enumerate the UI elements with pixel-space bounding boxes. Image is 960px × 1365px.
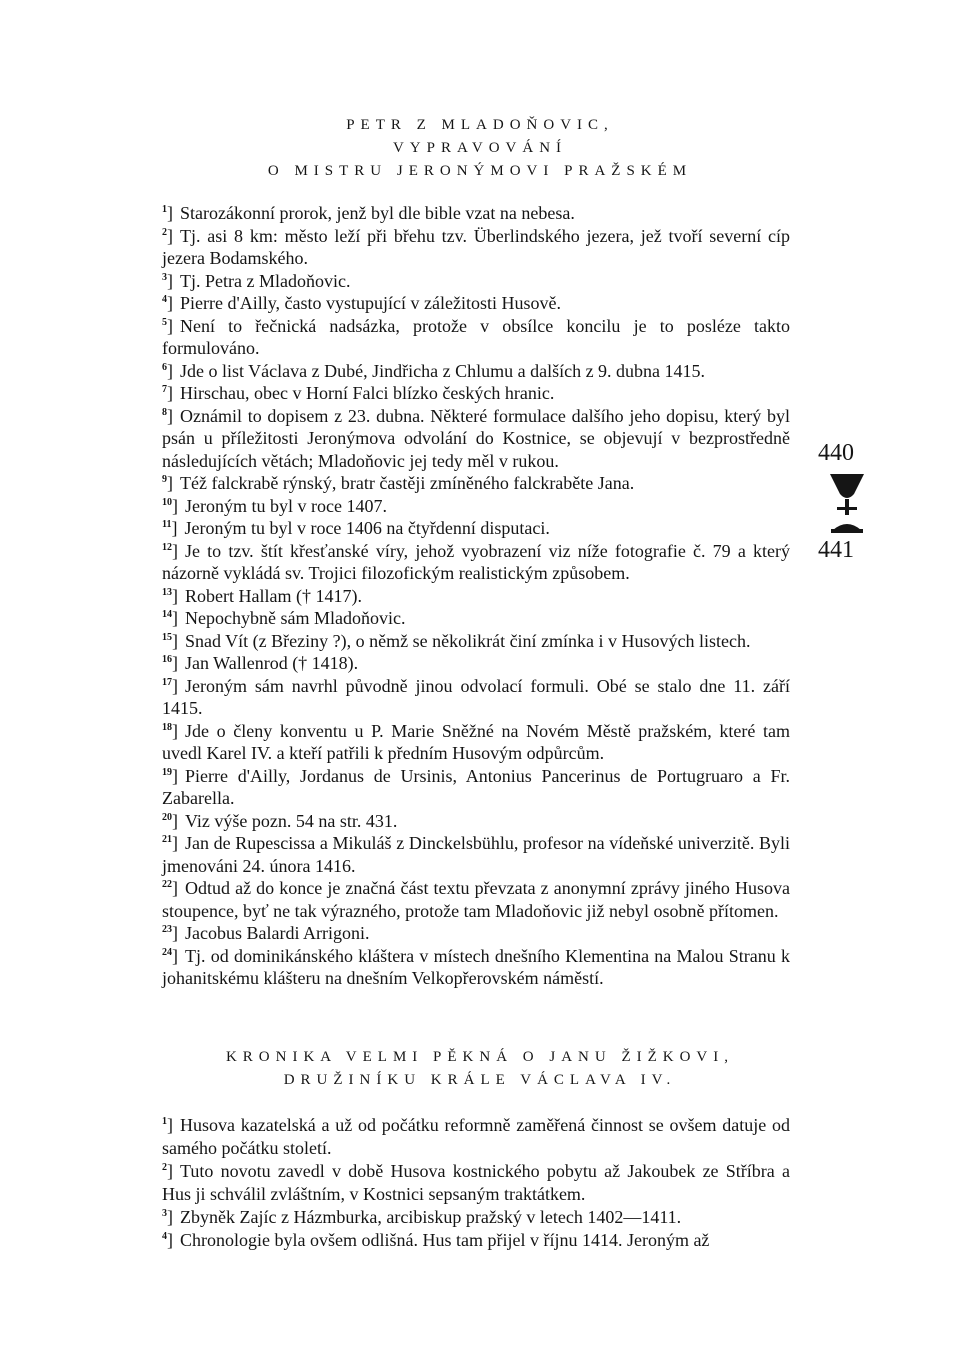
- footnote-text: Hirschau, obec v Horní Falci blízko českých hranic.: [180, 383, 555, 403]
- heading-line: O MISTRU JERONÝMOVI PRAŽSKÉM: [267, 163, 693, 179]
- footnote-number: 23: [162, 924, 172, 935]
- footnote-bracket: ]: [172, 720, 178, 741]
- footnote-number: 13: [162, 586, 172, 598]
- heading-line: DRUŽINÍKU KRÁLE VÁCLAVA IV.: [283, 1072, 677, 1088]
- chalice-icon: [827, 472, 867, 534]
- footnote-text: Jan de Rupescissa a Mikuláš z Dinckelsbühlu, profesor na vídeňské univerzitě. Byli jmenováni 24. února 1416.: [162, 833, 790, 876]
- footnote: [162, 225, 790, 270]
- footnote-text: Tuto novotu zavedl v době Husova kostnického pobytu až Jakoubek ze Stříbra a Hus ji schválil zvláštním, v Kostnici sepsaným traktátkem.: [162, 1161, 790, 1204]
- footnote-number: 5: [162, 316, 167, 328]
- footnote-text: Též falckrabě rýnský, bratr častěji zmíněného falckraběte Jana.: [180, 473, 635, 493]
- heading-line: PETR Z MLADOŇOVIC,: [346, 117, 614, 133]
- footnote-text: Starozákonní prorok, jenž byl dle bible vzat na nebesa.: [180, 203, 575, 223]
- footnote-bracket: ]: [167, 405, 173, 426]
- footnote: [162, 1229, 790, 1252]
- footnote: [162, 1206, 790, 1229]
- footnote-bracket: ]: [167, 383, 173, 403]
- footnote-bracket: ]: [172, 923, 178, 943]
- footnote-number: 14: [162, 609, 172, 620]
- footnote: [162, 607, 790, 630]
- footnote-number: 11: [162, 519, 172, 530]
- footnote-bracket: ]: [172, 540, 178, 561]
- page-number-top: 440: [818, 440, 854, 466]
- footnote-number: 15: [162, 631, 172, 643]
- footnote-number: 24: [162, 946, 172, 958]
- footnote-text: Odtud až do konce je značná část textu převzata z anonymní zprávy jiného Husova stoupence, byť ne tak výrazného, protože tam Mladoňovic již nebyl osobně přítomen.: [162, 878, 790, 921]
- footnote-text: Jacobus Balardi Arrigoni.: [185, 923, 370, 943]
- footnote-number: 8: [162, 406, 167, 418]
- section-heading-mladonovic: [120, 114, 840, 183]
- footnote-bracket: ]: [167, 315, 173, 336]
- footnote-text: Pierre d'Ailly, Jordanus de Ursinis, Antonius Pancerinus de Portugruaro a Fr. Zabarella.: [162, 765, 790, 808]
- footnote-text: Tj. asi 8 km: město leží při břehu tzv. Überlindského jezera, jež tvoří severní cíp jezera Bodamského.: [162, 225, 790, 268]
- footnote-text: Je to tzv. štít křesťanské víry, jehož vyobrazení viz níže fotografie č. 79 a který názorně vykládá sv. Trojici filozofickým realistickým způsobem.: [162, 540, 790, 583]
- footnote-bracket: ]: [172, 878, 178, 898]
- footnote-bracket: ]: [167, 270, 173, 291]
- footnote-number: 4: [162, 1231, 167, 1242]
- footnote-bracket: ]: [172, 945, 178, 966]
- footnote: [162, 652, 790, 675]
- footnote-text: Jeroným tu byl v roce 1407.: [185, 495, 387, 516]
- footnote-number: 21: [162, 834, 172, 845]
- footnote-text: Oznámil to dopisem z 23. dubna. Některé formulace dalšího jeho dopisu, který byl psán u příležitosti Jeronýmova odvolání do Kostnice, se objevují v bezprostředně následujících větách; Mladoňovic jej tedy měl v rukou.: [162, 405, 790, 471]
- footnote-bracket: ]: [167, 1207, 173, 1227]
- footnote-text: Tj. Petra z Mladoňovic.: [180, 270, 351, 291]
- footnote: [162, 517, 790, 540]
- footnote-text: Robert Hallam († 1417).: [185, 585, 362, 606]
- footnote-number: 10: [162, 496, 172, 508]
- margin-page-marker: [810, 440, 880, 574]
- footnote: [162, 675, 790, 720]
- page-number-bottom: 441: [818, 537, 854, 563]
- footnote-bracket: ]: [167, 360, 173, 381]
- footnote-text: Viz výše pozn. 54 na str. 431.: [185, 810, 398, 831]
- footnote-text: Není to řečnická nadsázka, protože v obsílce koncilu je to posléze takto formulováno.: [162, 315, 790, 358]
- footnote: [162, 495, 790, 518]
- footnote-text: Jde o členy konventu u P. Marie Sněžné na Novém Městě pražském, které tam uvedl Karel IV. a kteří patřili k předním Husovým odpůrcům.: [162, 720, 790, 763]
- footnote-number: 3: [162, 1208, 167, 1219]
- footnote: [162, 832, 790, 877]
- footnote-bracket: ]: [167, 1230, 173, 1250]
- section-heading-zizka: [120, 1046, 840, 1092]
- footnote-number: 2: [162, 226, 167, 238]
- footnote-number: 6: [162, 361, 167, 373]
- footnote: [162, 630, 790, 653]
- footnote-bracket: ]: [172, 765, 178, 786]
- footnote-text: Jde o list Václava z Dubé, Jindřicha z Chlumu a dalších z 9. dubna 1415.: [180, 360, 706, 381]
- footnote: [162, 292, 790, 315]
- footnote-bracket: ]: [167, 1115, 173, 1135]
- footnote-bracket: ]: [167, 203, 173, 223]
- heading-line: VYPRAVOVÁNÍ: [392, 140, 568, 156]
- footnote-number: 9: [162, 474, 167, 485]
- footnote-bracket: ]: [172, 585, 178, 606]
- footnote-bracket: ]: [167, 293, 173, 313]
- footnote: [162, 922, 790, 945]
- footnote: [162, 585, 790, 608]
- footnote: [162, 382, 790, 405]
- notes-list-mladonovic: [162, 202, 790, 990]
- footnote-text: Pierre d'Ailly, často vystupující v záležitosti Husově.: [180, 293, 561, 313]
- footnote-text: Jan Wallenrod († 1418).: [185, 653, 359, 673]
- footnote: [162, 360, 790, 383]
- notes-list-zizka: [162, 1114, 790, 1252]
- footnote: [162, 720, 790, 765]
- footnote-number: 12: [162, 541, 172, 553]
- footnote-text: Snad Vít (z Březiny ?), o němž se několikrát činí zmínka i v Husových listech.: [185, 630, 751, 651]
- footnote-text: Chronologie byla ovšem odlišná. Hus tam přijel v říjnu 1414. Jeroným až: [180, 1230, 710, 1250]
- footnote-bracket: ]: [167, 225, 173, 246]
- footnote-number: 16: [162, 654, 172, 665]
- footnote-number: 3: [162, 271, 167, 283]
- footnote-bracket: ]: [172, 495, 178, 516]
- footnote: [162, 540, 790, 585]
- footnote: [162, 270, 790, 293]
- footnote-number: 20: [162, 811, 172, 823]
- footnote-bracket: ]: [172, 608, 178, 628]
- footnote-text: Tj. od dominikánského kláštera v místech dnešního Klementina na Malou Stranu k johanitskému klášteru na dnešním Velkopřerovském náměstí.: [162, 945, 790, 988]
- footnote-text: Zbyněk Zajíc z Házmburka, arcibiskup pražský v letech 1402—1411.: [180, 1207, 682, 1227]
- footnote-text: Jeroným sám navrhl původně jinou odvolací formuli. Obé se stalo dne 11. září 1415.: [162, 675, 790, 718]
- footnote: [162, 405, 790, 473]
- footnote-number: 1: [162, 1116, 167, 1127]
- footnote: [162, 315, 790, 360]
- footnote-bracket: ]: [172, 810, 178, 831]
- footnote-bracket: ]: [172, 653, 178, 673]
- footnote-bracket: ]: [172, 833, 178, 853]
- footnote-bracket: ]: [172, 675, 178, 696]
- footnote-number: 18: [162, 721, 172, 733]
- footnote-bracket: ]: [171, 518, 178, 538]
- footnote-number: 22: [162, 879, 172, 890]
- footnote: [162, 765, 790, 810]
- footnote: [162, 472, 790, 495]
- footnote-number: 19: [162, 766, 172, 778]
- footnote-bracket: ]: [167, 473, 173, 493]
- footnote-number: 1: [162, 204, 167, 215]
- footnote-bracket: ]: [167, 1161, 173, 1181]
- footnote: [162, 1160, 790, 1206]
- footnote-text: Jeroným tu byl v roce 1406 na čtyřdenní disputaci.: [184, 518, 550, 538]
- footnote-number: 4: [162, 294, 167, 305]
- footnote-number: 7: [162, 384, 167, 395]
- footnote: [162, 810, 790, 833]
- footnote: [162, 877, 790, 922]
- footnote-text: Husova kazatelská a už od počátku reformně zaměřená činnost se ovšem datuje od samého počátku století.: [162, 1115, 790, 1158]
- footnote-number: 17: [162, 676, 172, 688]
- footnote-bracket: ]: [172, 630, 178, 651]
- footnote-text: Nepochybně sám Mladoňovic.: [185, 608, 406, 628]
- heading-line: KRONIKA VELMI PĚKNÁ O JANU ŽIŽKOVI,: [225, 1049, 735, 1065]
- footnote-number: 2: [162, 1162, 167, 1173]
- footnote: [162, 202, 790, 225]
- footnote: [162, 1114, 790, 1160]
- footnote: [162, 945, 790, 990]
